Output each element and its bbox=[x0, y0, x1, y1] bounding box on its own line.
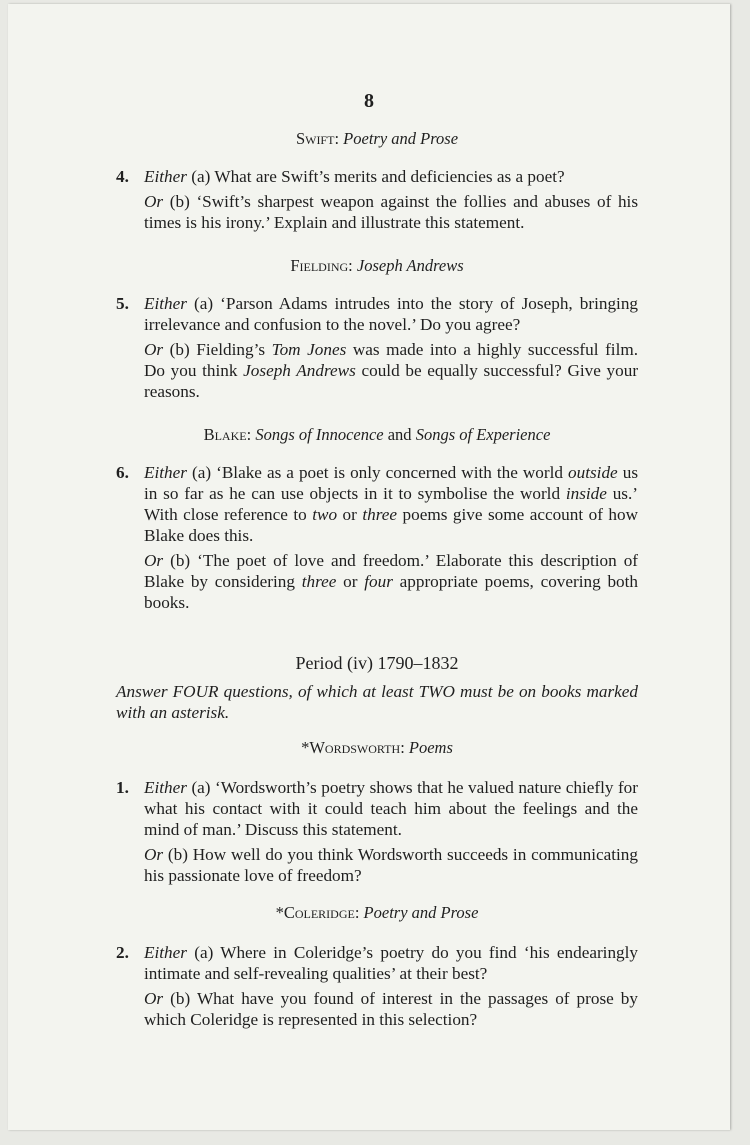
question-number: 5. bbox=[116, 294, 129, 313]
question-number: 6. bbox=[116, 463, 129, 482]
section-heading-wordsworth: *Wordsworth: Poems bbox=[301, 738, 453, 757]
author-name: *Coleridge bbox=[275, 903, 355, 922]
option-text: ‘Blake as a poet is only concerned with the world bbox=[216, 463, 563, 482]
option-text-italic: Tom Jones bbox=[271, 340, 347, 359]
author-name: Swift bbox=[295, 129, 335, 148]
option-text: ‘Wordsworth’s poetry shows that he valued nature chiefly for what his contact with it could teach him about the feelings and the mind of man.’ Discuss this statement. bbox=[144, 778, 638, 839]
option-text-italic: three bbox=[301, 572, 337, 591]
question-swift bbox=[116, 166, 638, 233]
option-text-italic: outside bbox=[568, 463, 618, 482]
option-text: ‘The poet of love and freedom.’ Elaborate this description of Blake by considering bbox=[144, 551, 639, 591]
option-text: could be equally successful? Give your reasons. bbox=[144, 361, 639, 401]
option-text: Fielding’s bbox=[196, 340, 266, 359]
section-heading-swift: Swift: Poetry and Prose bbox=[295, 129, 459, 148]
option-a bbox=[144, 942, 638, 984]
work-title: Poetry and Prose bbox=[363, 903, 479, 922]
option-b bbox=[144, 191, 638, 233]
option-a bbox=[144, 777, 638, 840]
or-label: Or bbox=[144, 989, 164, 1008]
option-text: appropriate poems, covering both books. bbox=[144, 572, 639, 612]
work-title: Songs of Innocence bbox=[255, 425, 384, 444]
option-label: (b) bbox=[170, 551, 191, 570]
option-text-italic: Joseph Andrews bbox=[243, 361, 356, 380]
option-text: or bbox=[342, 505, 357, 524]
option-text: How well do you think Wordsworth succeeds in communicating his passionate love of freedom? bbox=[144, 845, 638, 885]
option-a bbox=[144, 293, 638, 335]
either-label: Either bbox=[144, 167, 187, 186]
instructions-text: Answer FOUR questions, of which at least TWO must be on books marked with an asterisk. bbox=[116, 682, 638, 722]
question-coleridge bbox=[116, 942, 638, 1030]
or-label: Or bbox=[144, 845, 164, 864]
option-text: ‘Swift’s sharpest weapon against the follies and abuses of his times is his irony.’ Explain and illustrate this statement. bbox=[144, 192, 639, 232]
section-heading-coleridge: *Coleridge: Poetry and Prose bbox=[275, 903, 479, 922]
option-label: (a) bbox=[191, 778, 211, 797]
option-a bbox=[144, 462, 638, 546]
option-label: (a) bbox=[191, 167, 211, 186]
option-b bbox=[144, 339, 638, 402]
option-label: (a) bbox=[194, 294, 214, 313]
option-b bbox=[144, 844, 638, 886]
or-label: Or bbox=[144, 192, 164, 211]
or-label: Or bbox=[144, 340, 164, 359]
option-text: us.’ With close reference to bbox=[144, 484, 639, 524]
work-title: Songs of Experience bbox=[415, 425, 551, 444]
option-text: poems give some account of how Blake does this. bbox=[144, 505, 639, 545]
option-text-italic: inside bbox=[565, 484, 607, 503]
question-wordsworth bbox=[116, 777, 638, 886]
option-label: (a) bbox=[192, 463, 212, 482]
exam-page bbox=[8, 4, 730, 1130]
option-text: ‘Parson Adams intrudes into the story of Joseph, bringing irrelevance and confusion to the novel.’ Do you agree? bbox=[144, 294, 639, 334]
section-heading-fielding: Fielding: Joseph Andrews bbox=[290, 256, 464, 275]
option-label: (b) bbox=[170, 989, 191, 1008]
question-number: 4. bbox=[116, 167, 129, 186]
option-text: Where in Coleridge’s poetry do you find ‘his endearingly intimate and self-revealing qualities’ at their best? bbox=[144, 943, 639, 983]
work-title: Joseph Andrews bbox=[356, 256, 464, 275]
option-text-italic: three bbox=[362, 505, 398, 524]
option-a bbox=[144, 166, 638, 187]
option-text: us in so far as he can use objects in it to symbolise the world bbox=[144, 463, 639, 503]
option-text-italic: two bbox=[312, 505, 338, 524]
either-label: Either bbox=[144, 294, 187, 313]
author-name: Blake bbox=[203, 425, 247, 444]
either-label: Either bbox=[144, 943, 187, 962]
option-label: (b) bbox=[169, 192, 190, 211]
option-b bbox=[144, 988, 638, 1030]
section-heading-blake: Blake: Songs of Innocence and Songs of Experience bbox=[203, 425, 551, 444]
page-number: 8 bbox=[364, 90, 374, 112]
question-number: 2. bbox=[116, 943, 129, 962]
option-b bbox=[144, 550, 638, 613]
option-text: What are Swift’s merits and deficiencies as a poet? bbox=[214, 167, 565, 186]
work-title: Poetry and Prose bbox=[343, 129, 459, 148]
author-name: *Wordsworth bbox=[301, 738, 401, 757]
or-label: Or bbox=[144, 551, 164, 570]
option-text: What have you found of interest in the passages of prose by which Coleridge is represented in this selection? bbox=[144, 989, 638, 1029]
either-label: Either bbox=[144, 463, 187, 482]
question-number: 1. bbox=[116, 778, 129, 797]
option-text: was made into a highly successful film. Do you think bbox=[144, 340, 639, 380]
option-text: or bbox=[343, 572, 358, 591]
either-label: Either bbox=[144, 778, 187, 797]
question-blake bbox=[116, 462, 638, 613]
option-text-italic: four bbox=[364, 572, 393, 591]
option-label: (b) bbox=[167, 845, 188, 864]
author-name: Fielding bbox=[290, 256, 349, 275]
page-content bbox=[116, 128, 638, 1030]
work-title: Poems bbox=[408, 738, 453, 757]
question-fielding bbox=[116, 293, 638, 402]
period-heading: Period (iv) 1790–1832 bbox=[295, 653, 459, 673]
option-label: (b) bbox=[169, 340, 190, 359]
period-instructions bbox=[116, 681, 638, 723]
title-joiner: and bbox=[387, 425, 412, 444]
option-label: (a) bbox=[194, 943, 214, 962]
